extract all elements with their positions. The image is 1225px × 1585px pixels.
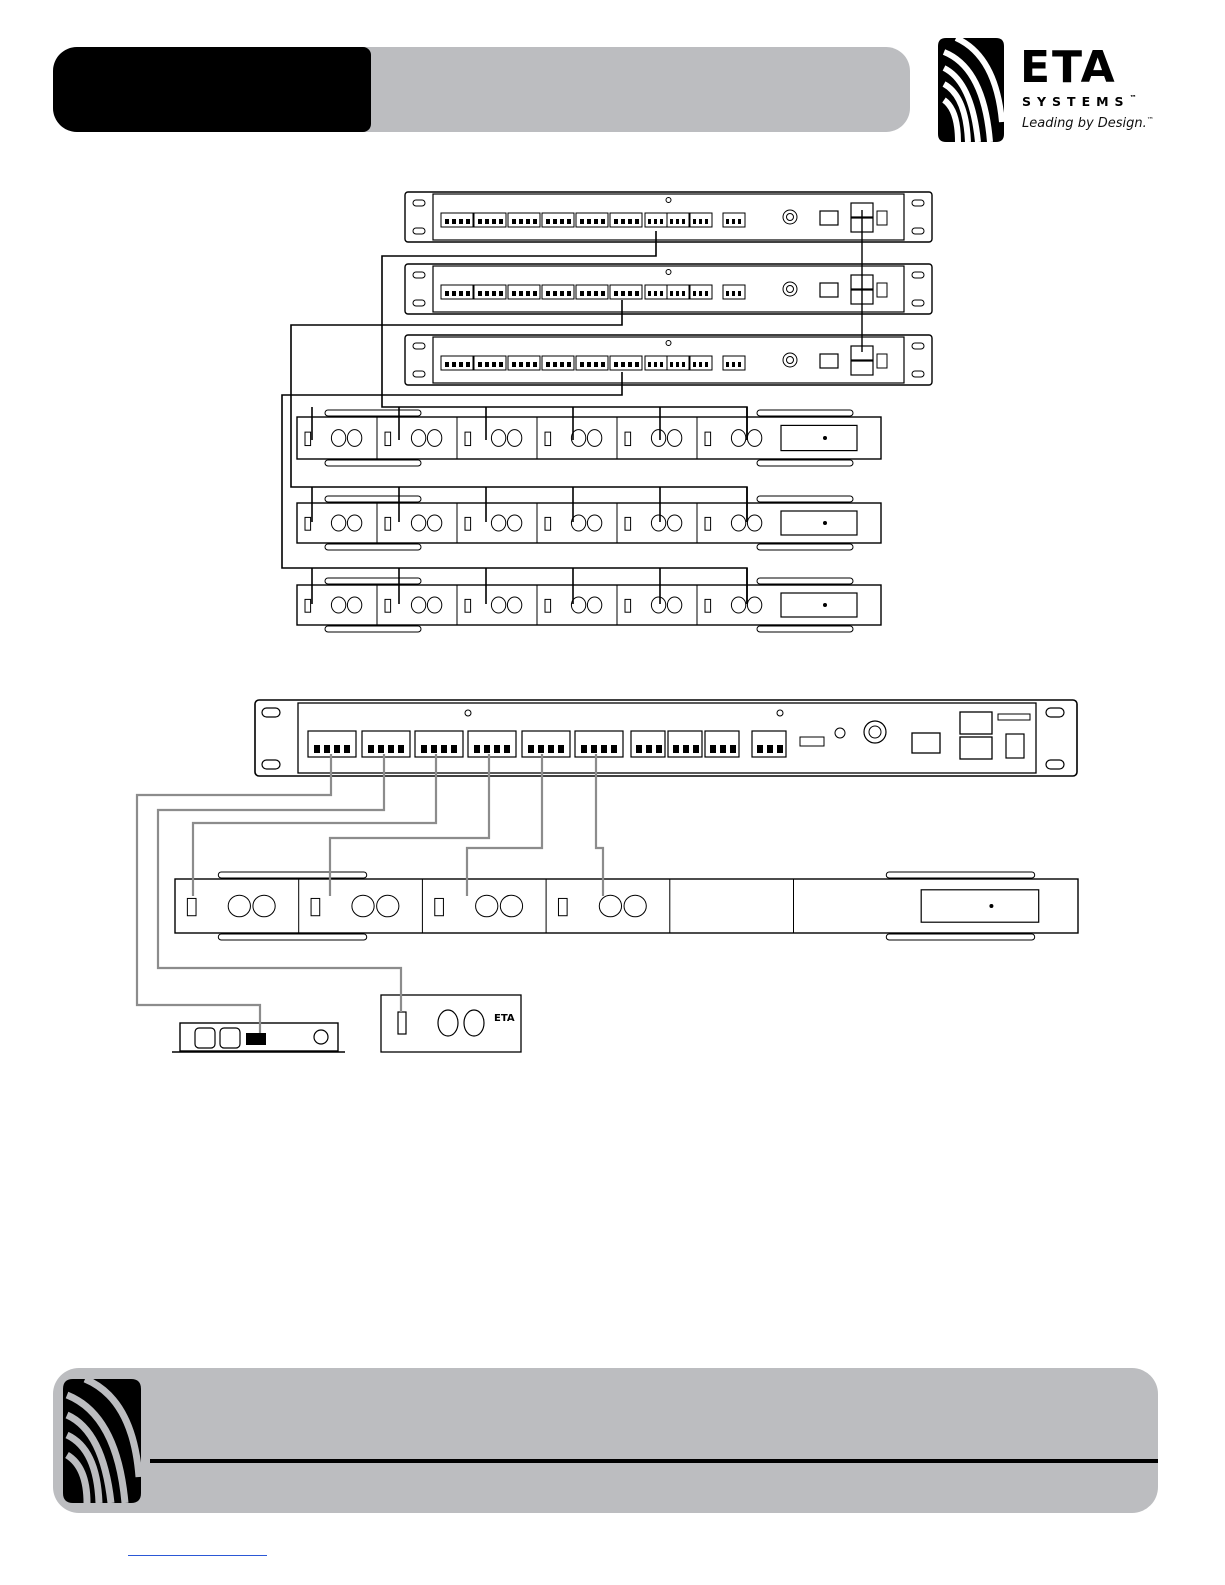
panel-brand-text: ETA — [494, 1013, 515, 1024]
logo-sub-text: SYSTEMS™ — [1022, 94, 1137, 109]
power-strip-1 — [297, 410, 881, 466]
footer-link-underline[interactable] — [128, 1555, 267, 1556]
footer-bar — [53, 1368, 1158, 1513]
logo-brand-text: ETA — [1020, 42, 1117, 93]
power-strip-large — [175, 872, 1078, 940]
footer-logo-mark-icon — [63, 1379, 141, 1503]
power-strip-3 — [297, 578, 881, 632]
desktop-power-unit — [172, 1023, 345, 1052]
power-strip-2 — [297, 496, 881, 550]
controller-1 — [405, 192, 932, 242]
controller-large — [255, 700, 1077, 776]
footer-rule — [150, 1459, 1158, 1463]
controller-3 — [405, 335, 932, 385]
controller-2 — [405, 264, 932, 314]
logo-tagline: Leading by Design.™ — [1022, 116, 1154, 131]
